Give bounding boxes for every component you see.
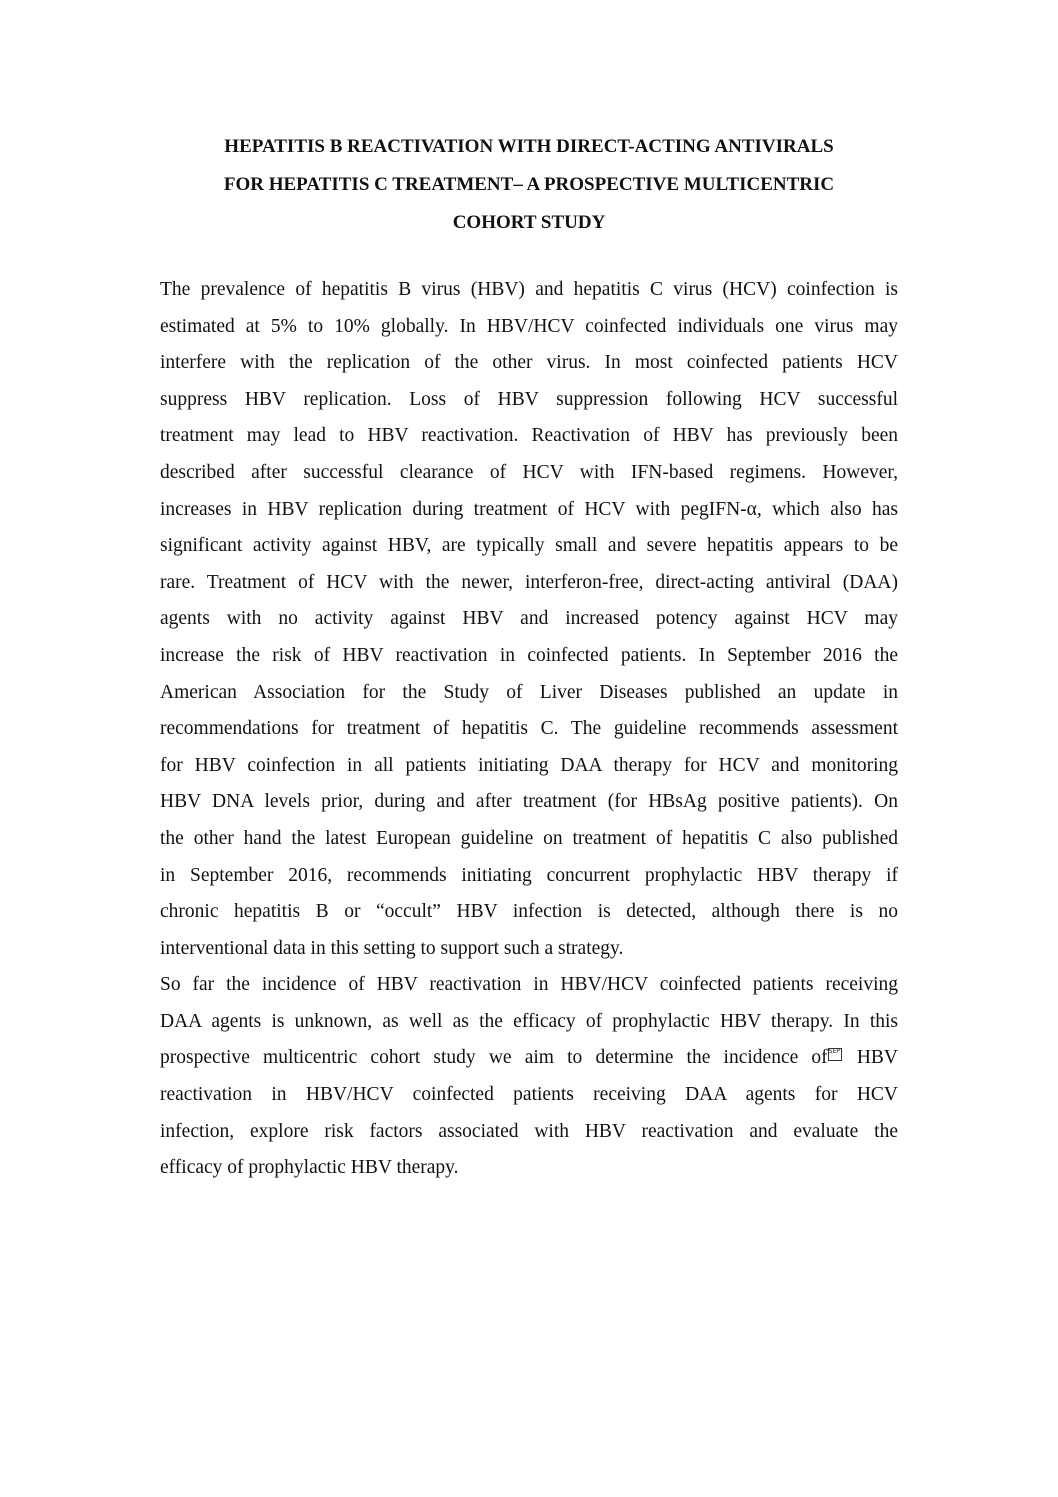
- text-line: chronic hepatitis B or “occult” HBV infection is detected, although there is no: [160, 901, 898, 923]
- text-line: interventional data in this setting to support such a strategy.: [160, 937, 624, 959]
- title-line: HEPATITIS B REACTIVATION WITH DIRECT-ACTING ANTIVIRALS: [224, 136, 834, 157]
- title-line: COHORT STUDY: [452, 212, 606, 233]
- text-fragment: HBV: [843, 1047, 898, 1069]
- text-line: for HBV coinfection in all patients initiating DAA therapy for HCV and monitoring: [160, 754, 898, 776]
- text-line: The prevalence of hepatitis B virus (HBV) and hepatitis C virus (HCV) coinfection is: [160, 279, 898, 300]
- document-body: [160, 272, 898, 1187]
- text-line: interfere with the replication of the other virus. In most coinfected patients HCV: [160, 352, 898, 374]
- text-line: suppress HBV replication. Loss of HBV suppression following HCV successful: [160, 388, 898, 410]
- text-line-with-glyph: [160, 1040, 898, 1077]
- text-line: efficacy of prophylactic HBV therapy.: [160, 1157, 459, 1179]
- text-line: increases in HBV replication during treatment of HCV with pegIFN-α, which also has: [160, 498, 898, 520]
- text-line: recommendations for treatment of hepatitis C. The guideline recommends assessment: [160, 718, 898, 740]
- text-fragment: prospective multicentric cohort study we aim to determine the incidence of: [160, 1047, 828, 1069]
- text-line: estimated at 5% to 10% globally. In HBV/HCV coinfected individuals one virus may: [160, 315, 898, 337]
- text-line: agents with no activity against HBV and increased potency against HCV may: [160, 608, 898, 630]
- text-line: increase the risk of HBV reactivation in coinfected patients. In September 2016 the: [160, 644, 898, 666]
- text-line: infection, explore risk factors associated with HBV reactivation and evaluate the: [160, 1120, 898, 1142]
- text-line: treatment may lead to HBV reactivation. Reactivation of HBV has previously been: [160, 425, 898, 447]
- text-line: American Association for the Study of Liver Diseases published an update in: [160, 681, 898, 703]
- text-line: the other hand the latest European guideline on treatment of hepatitis C also published: [160, 827, 898, 849]
- text-line: So far the incidence of HBV reactivation in HBV/HCV coinfected patients receiving: [160, 974, 898, 996]
- separator-glyph-icon: SEP: [828, 1048, 842, 1061]
- title-line: FOR HEPATITIS C TREATMENT– A PROSPECTIVE MULTICENTRIC: [223, 174, 835, 195]
- text-line: DAA agents is unknown, as well as the efficacy of prophylactic HBV therapy. In this: [160, 1010, 898, 1032]
- text-line: significant activity against HBV, are typically small and severe hepatitis appears to be: [160, 535, 898, 557]
- text-line: rare. Treatment of HCV with the newer, interferon-free, direct-acting antiviral (DAA): [160, 571, 898, 593]
- document-title: [160, 128, 898, 242]
- text-line: reactivation in HBV/HCV coinfected patients receiving DAA agents for HCV: [160, 1084, 898, 1106]
- paragraph-2: [160, 967, 898, 1187]
- text-line: described after successful clearance of HCV with IFN-based regimens. However,: [160, 461, 898, 483]
- text-line: HBV DNA levels prior, during and after treatment (for HBsAg positive patients). On: [160, 791, 898, 813]
- text-line: in September 2016, recommends initiating concurrent prophylactic HBV therapy if: [160, 864, 898, 886]
- paragraph-1: [160, 272, 898, 967]
